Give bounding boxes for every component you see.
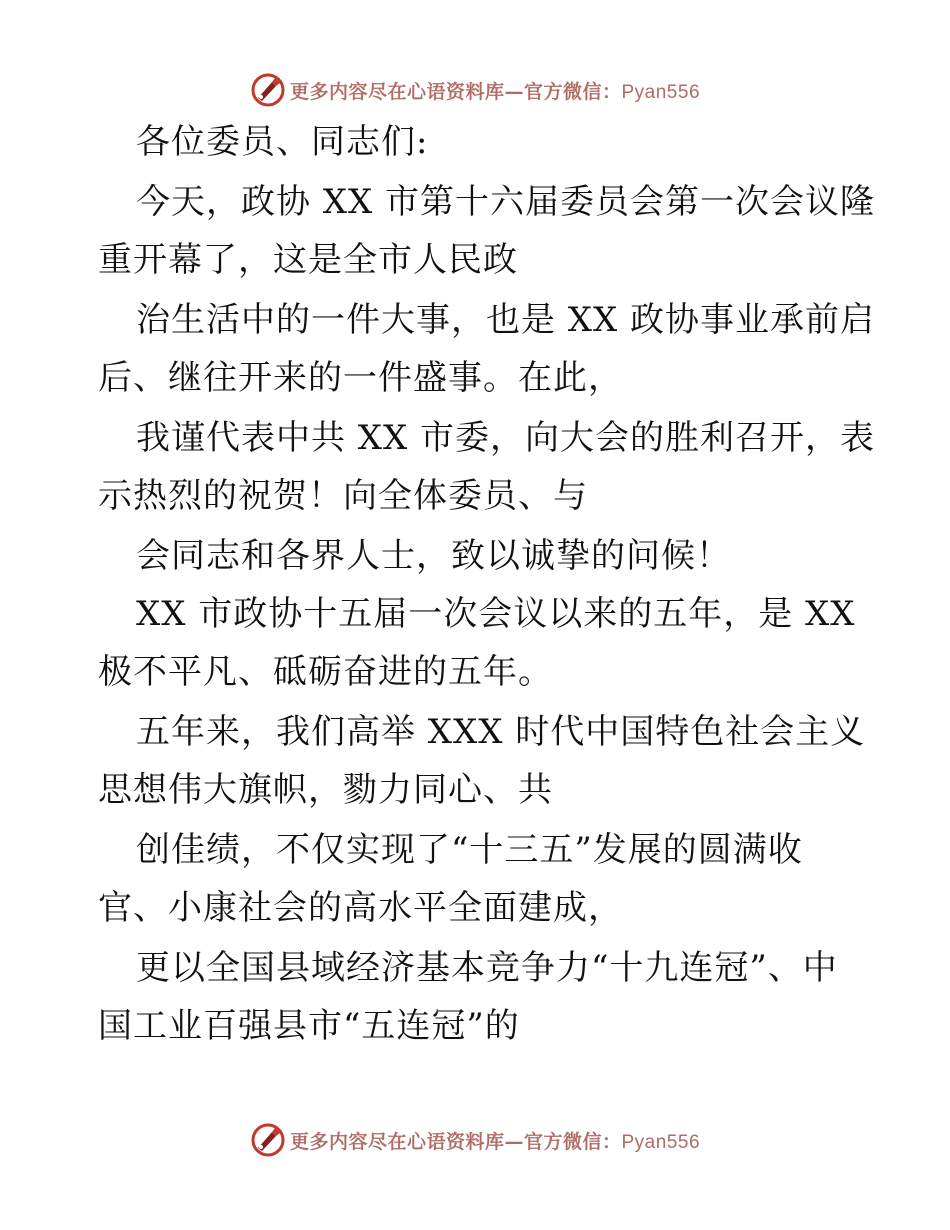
paragraph-line: 思想伟大旗帜，勠力同心、共 [98, 770, 553, 810]
paragraph-line: 创佳绩，不仅实现了“十三五”发展的圆满收 [136, 830, 803, 870]
pen-logo-icon [250, 72, 286, 108]
paragraph-line: 更以全国县域经济基本竞争力“十九连冠”、中 [136, 948, 838, 988]
paragraph-line: 今天，政协 XX 市第十六届委员会第一次会议隆 [136, 182, 876, 222]
header-banner-text: 更多内容尽在心语资料库—官方微信： [289, 80, 622, 103]
paragraph-line: 重开幕了，这是全市人民政 [98, 240, 518, 280]
footer-banner-text: 更多内容尽在心语资料库—官方微信： [289, 1130, 622, 1153]
footer-banner [0, 1120, 950, 1160]
paragraph-line: 治生活中的一件大事，也是 XX 政协事业承前启 [136, 300, 876, 340]
paragraph-line: 示热烈的祝贺！向全体委员、与 [98, 476, 588, 516]
paragraph-line: 我谨代表中共 XX 市委，向大会的胜利召开，表 [136, 418, 876, 458]
header-banner [0, 70, 950, 110]
paragraph-line: 五年来，我们高举 XXX 时代中国特色社会主义 [136, 712, 866, 752]
pen-logo-icon [250, 1122, 286, 1158]
paragraph-line: 官、小康社会的高水平全面建成， [98, 888, 623, 928]
paragraph-line: 会同志和各界人士，致以诚挚的问候！ [136, 536, 731, 576]
footer-wechat-id: Pyan556 [621, 1131, 701, 1153]
paragraph-line: 各位委员、同志们: [136, 122, 429, 162]
paragraph-line: XX 市政协十五届一次会议以来的五年，是 XX [136, 594, 856, 634]
paragraph-line: 后、继往开来的一件盛事。在此， [98, 358, 623, 398]
header-wechat-id: Pyan556 [621, 81, 701, 103]
paragraph-line: 国工业百强县市“五连冠”的 [98, 1006, 520, 1046]
paragraph-line: 极不平凡、砥砺奋进的五年。 [98, 652, 553, 692]
